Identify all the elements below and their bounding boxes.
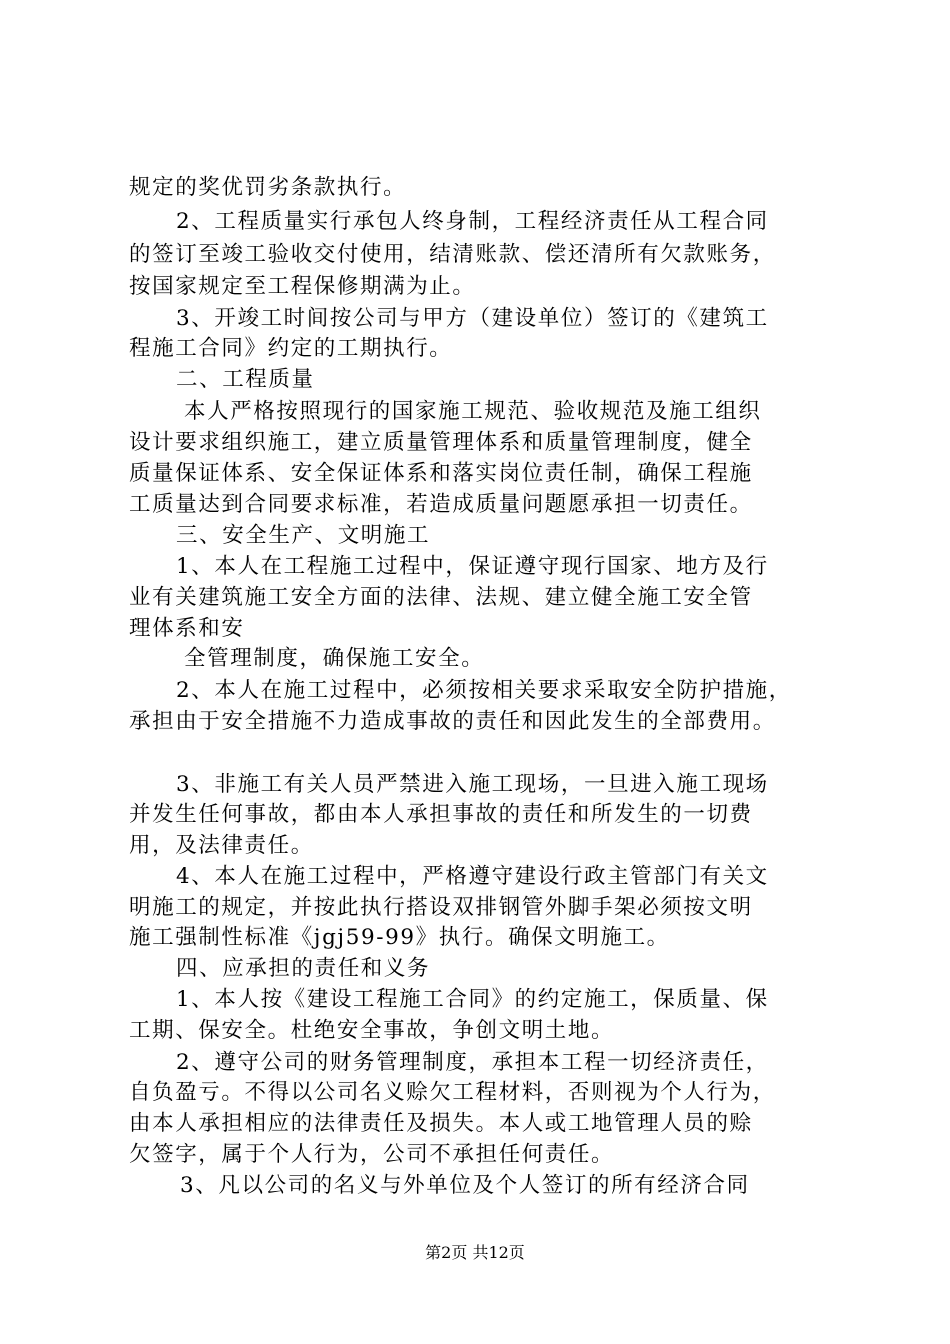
text-line-32: 3、凡以公司的名义与外单位及个人签订的所有经济合同	[180, 1173, 750, 1198]
text-line-8: 本人严格按照现行的国家施工规范、验收规范及施工组织	[184, 399, 762, 424]
text-line-6: 程施工合同》约定的工期执行。	[129, 336, 453, 361]
text-line-14: 业有关建筑施工安全方面的法律、法规、建立健全施工安全管	[129, 585, 753, 610]
text-line-9: 设计要求组织施工，建立质量管理体系和质量管理制度，健全	[129, 430, 753, 455]
page-number-footer: 第2页 共12页	[425, 1243, 525, 1262]
text-line-11: 工质量达到合同要求标准，若造成质量问题愿承担一切责任。	[129, 492, 753, 517]
text-line-31: 欠签字，属于个人行为，公司不承担任何责任。	[129, 1142, 615, 1167]
text-line-23: 明施工的规定，并按此执行搭设双排钢管外脚手架必须按文明	[129, 895, 753, 920]
text-line-5: 3、开竣工时间按公司与甲方（建设单位）签订的《建筑工	[176, 306, 769, 331]
section-heading-3: 三、安全生产、文明施工	[176, 523, 431, 548]
text-line-26: 1、本人按《建设工程施工合同》的约定施工，保质量、保	[176, 987, 769, 1012]
text-line-28: 2、遵守公司的财务管理制度，承担本工程一切经济责任，	[176, 1050, 769, 1075]
text-line-20: 并发生任何事故，都由本人承担事故的责任和所发生的一切费	[129, 802, 753, 827]
text-line-13: 1、本人在工程施工过程中，保证遵守现行国家、地方及行	[176, 554, 769, 579]
text-line-4: 按国家规定至工程保修期满为止。	[129, 274, 476, 299]
text-line-15: 理体系和安	[129, 616, 245, 641]
text-line-29: 自负盈亏。不得以公司名义赊欠工程材料，否则视为个人行为，	[129, 1080, 776, 1105]
text-line-10: 质量保证体系、安全保证体系和落实岗位责任制，确保工程施	[129, 461, 753, 486]
text-line-19: 3、非施工有关人员严禁进入施工现场，一旦进入施工现场	[176, 772, 769, 797]
section-heading-4: 四、应承担的责任和义务	[176, 956, 431, 981]
section-heading-2: 二、工程质量	[176, 367, 315, 392]
text-line-3: 的签订至竣工验收交付使用，结清账款、偿还清所有欠款账务，	[129, 242, 776, 267]
text-line-17: 2、本人在施工过程中，必须按相关要求采取安全防护措施，	[176, 678, 792, 703]
text-line-27: 工期、保安全。杜绝安全事故，争创文明土地。	[129, 1018, 615, 1043]
text-line-2: 2、工程质量实行承包人终身制，工程经济责任从工程合同	[176, 209, 769, 234]
text-line-18: 承担由于安全措施不力造成事故的责任和因此发生的全部费用。	[129, 709, 776, 734]
text-line-24: 施工强制性标准《jgj59-99》执行。确保文明施工。	[129, 925, 670, 950]
text-line-21: 用，及法律责任。	[129, 833, 314, 858]
text-line-30: 由本人承担相应的法律责任及损失。本人或工地管理人员的赊	[129, 1111, 753, 1136]
text-line-1: 规定的奖优罚劣条款执行。	[129, 175, 407, 200]
text-line-22: 4、本人在施工过程中，严格遵守建设行政主管部门有关文	[176, 864, 769, 889]
text-line-16: 全管理制度，确保施工安全。	[184, 646, 485, 671]
